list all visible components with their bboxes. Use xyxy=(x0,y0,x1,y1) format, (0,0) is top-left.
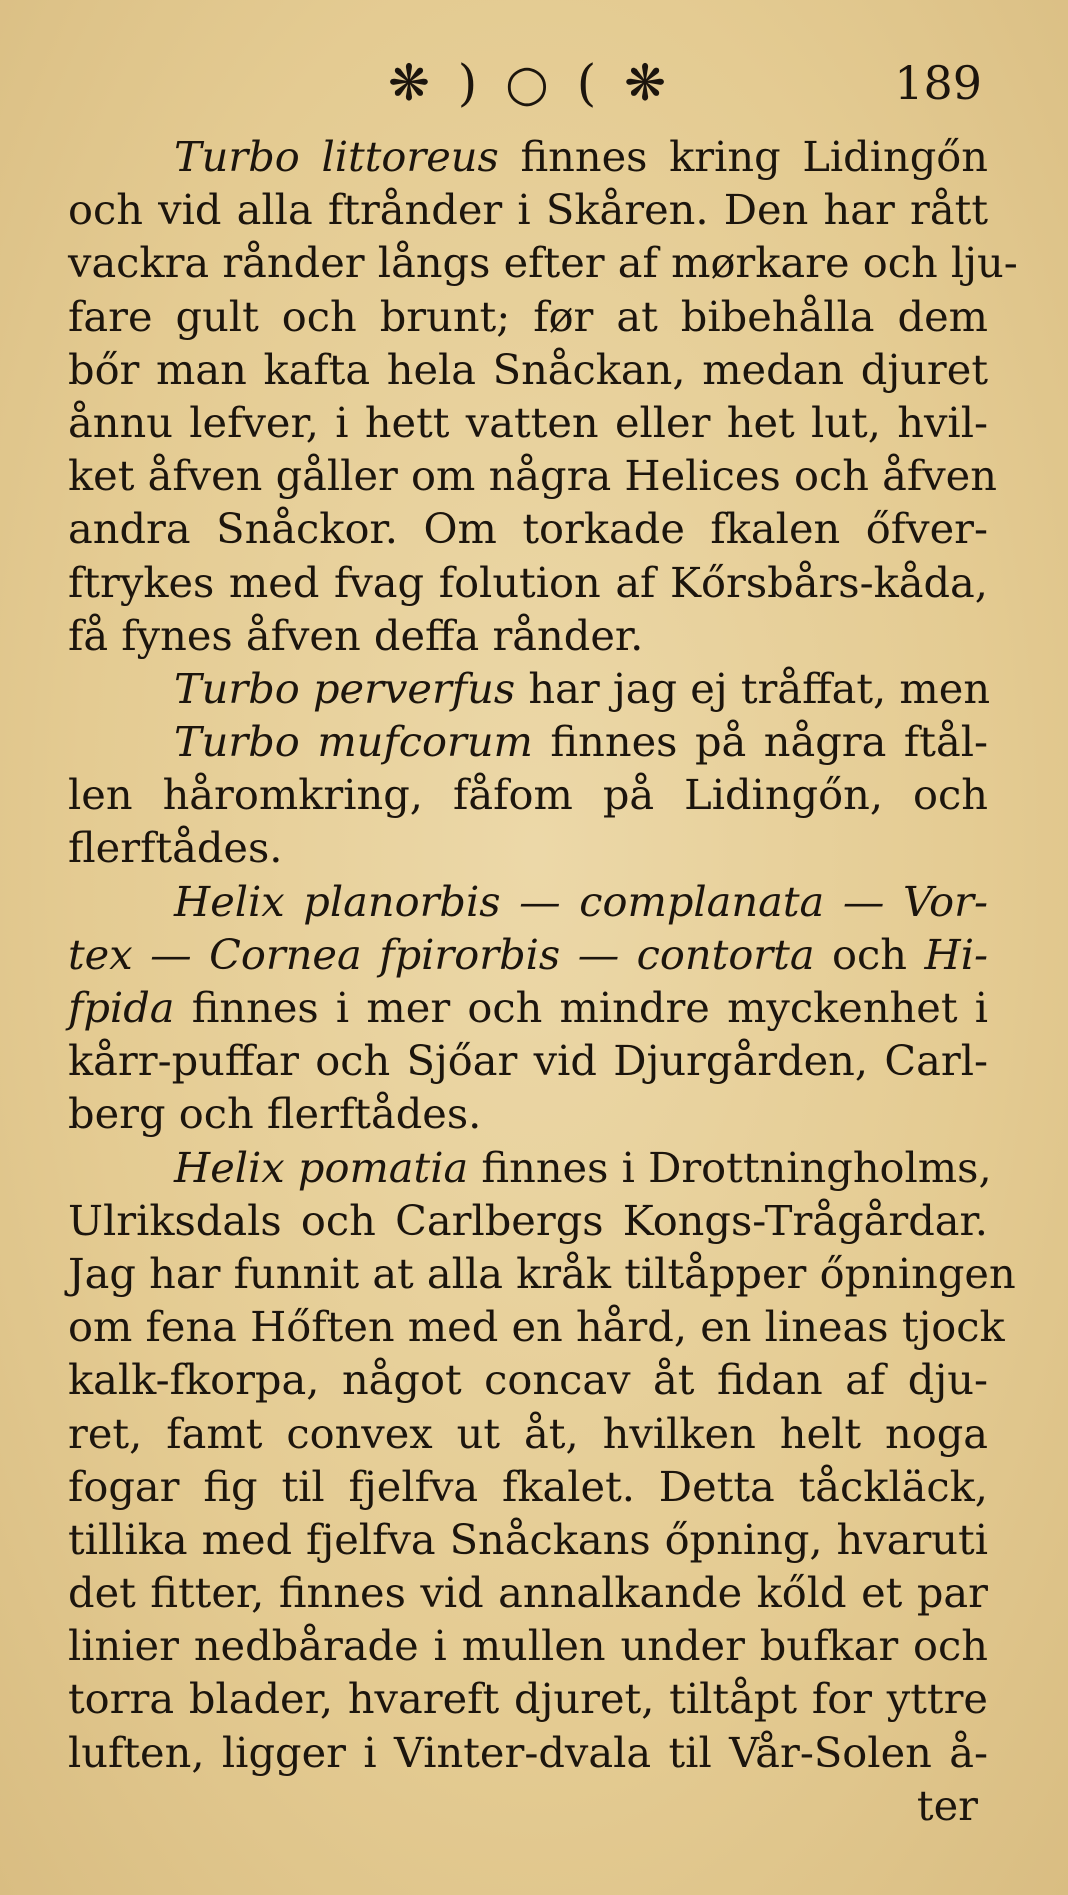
text-line: ret, famt convex ut åt, hvilken helt noga xyxy=(68,1408,988,1458)
body-text xyxy=(68,130,1018,1832)
text-line: flerftådes. xyxy=(68,823,283,873)
text-line: torra blader, hvareft djuret, tiltåpt for yttre xyxy=(68,1674,988,1724)
text-line: om fena Hőften med en hård, en lineas tjock xyxy=(68,1302,1005,1352)
text-line: Ulriksdals och Carlbergs Kongs-Trågårdar. xyxy=(68,1195,988,1245)
text-line: ket åfven gåller om några Helices och åfven xyxy=(68,451,997,501)
text-line: kalk-fkorpa, något concav åt fidan af dju- xyxy=(68,1355,988,1405)
catchword: ter xyxy=(916,1780,978,1830)
text-line: Helix pomatia finnes i Drottningholms, xyxy=(174,1142,992,1192)
text-line: ånnu lefver, i hett vatten eller het lut, hvil- xyxy=(68,397,988,447)
page-number: 189 xyxy=(894,56,982,110)
header-ornament: ❋ ) ○ ( ❋ xyxy=(387,54,672,112)
text-line: fpida finnes i mer och mindre myckenhet i xyxy=(68,983,988,1032)
text-line: andra Snåckor. Om torkade fkalen őfver- xyxy=(68,504,988,554)
text-line: Turbo littoreus finnes kring Lidingőn xyxy=(174,132,989,181)
text-line: tex — Cornea fpirorbis — contorta och Hi- xyxy=(68,929,988,979)
text-line: kårr-puffar och Sjőar vid Djurgården, Carl- xyxy=(68,1036,988,1086)
text-line: få fynes åfven deffa rånder. xyxy=(68,610,644,660)
text-line: len håromkring, fåfom på Lidingőn, och xyxy=(68,770,988,820)
page-header xyxy=(0,48,1068,118)
text-line: Turbo mufcorum finnes på några ftål- xyxy=(174,717,988,767)
text-line: luften, ligger i Vinter-dvala til Vår-Solen å- xyxy=(68,1727,988,1777)
text-line: fare gult och brunt; før at bibehålla dem xyxy=(68,291,988,341)
text-line: fogar fig til fjelfva fkalet. Detta tåckläck, xyxy=(68,1461,988,1511)
text-line: och vid alla ftrånder i Skåren. Den har rått xyxy=(68,185,988,235)
text-line: Jag har funnit at alla kråk tiltåpper őpningen xyxy=(68,1248,1016,1298)
text-line: linier nedbårade i mullen under bufkar och xyxy=(68,1621,988,1671)
text-line: ftrykes med fvag folution af Kőrsbårs-kåda, xyxy=(68,557,988,607)
text-line: vackra rånder långs efter af mørkare och lju- xyxy=(68,238,1018,288)
text-line: det fitter, finnes vid annalkande kőld et par xyxy=(68,1568,988,1618)
text-line: berg och flerftådes. xyxy=(68,1089,482,1139)
text-line: Helix planorbis — complanata — Vor- xyxy=(174,876,988,926)
text-line: Turbo perverfus har jag ej tråffat, men xyxy=(174,663,991,713)
text-line: bőr man kafta hela Snåckan, medan djuret xyxy=(68,344,988,394)
text-line: tillika med fjelfva Snåckans őpning, hvaruti xyxy=(68,1514,988,1564)
